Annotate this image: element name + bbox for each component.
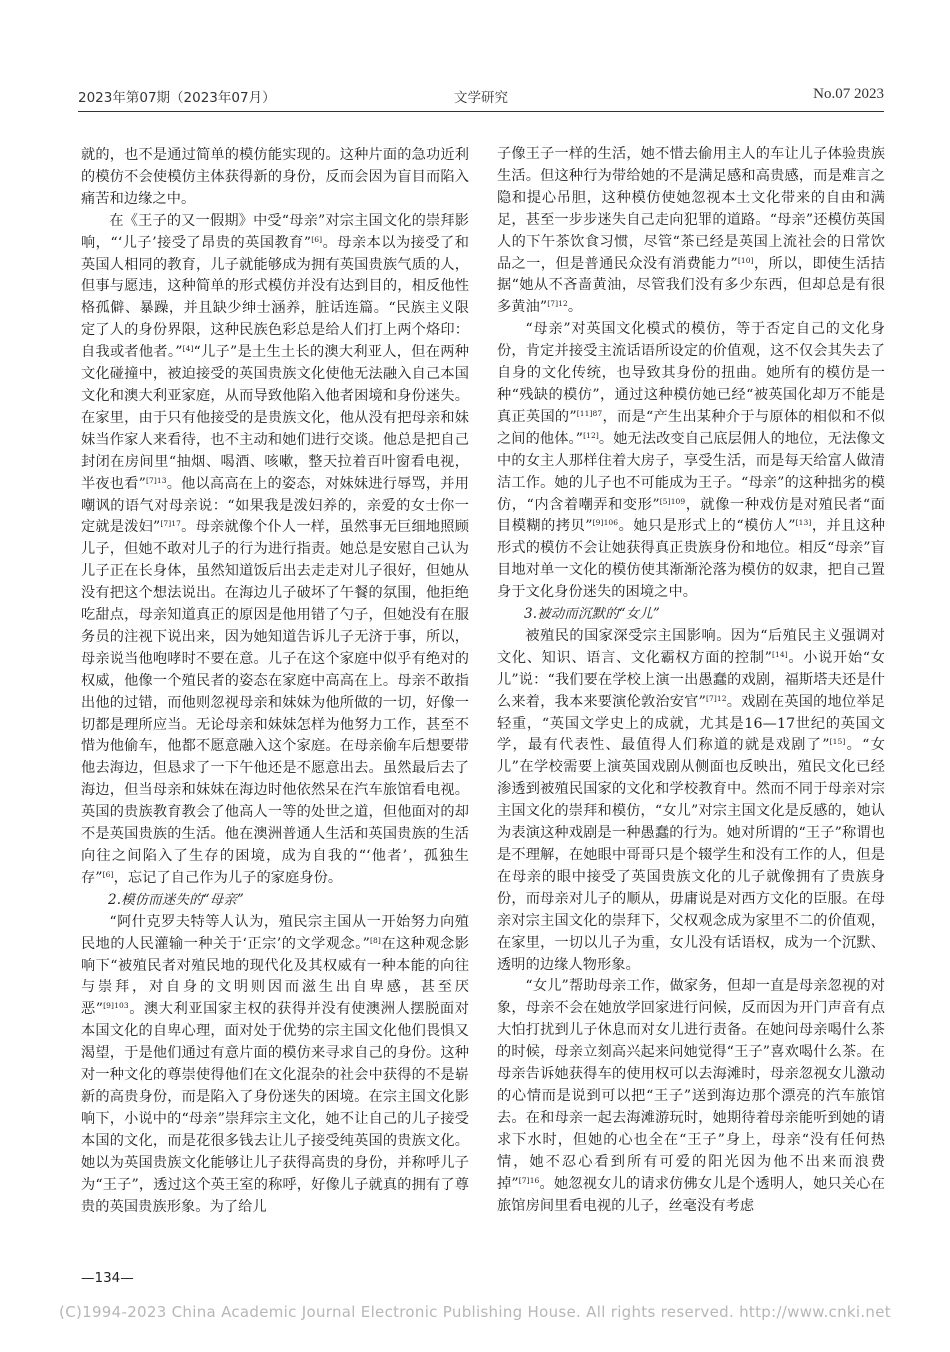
header-issue: 2023年第07期（2023年07月） bbox=[78, 90, 276, 106]
body-paragraph: 在《王子的又一假期》中受“母亲”对宗主国文化的崇拜影响，“‘儿子’接受了昂贵的英国教育”[6]。母亲本以为接受了和英国人相同的教育，儿子就能够成为拥有英国贵族气质的人，但事与愿违，这种简单的形式模仿并没有达到目的，相反他性格孤僻、暴躁，并且缺少绅士涵养，脏话连篇。“民族主义限定了人的身份界限，这种民族色彩总是给人们打上两个烙印：自我或者他者。”[4]“儿子”是土生土长的澳大利亚人，但在两种文化碰撞中，被迫接受的英国贵族文化使他无法融入自己本国文化和澳大利亚家庭，从而导致他陷入他者困境和身份迷失。在家里，由于只有他接受的是贵族文化，他从没有把母亲和妹妹当作家人来看待，也不主动和她们进行交谈。他总是把自己封闭在房间里“抽烟、喝酒、咳嗽，整天拉着百叶窗看电视，半夜也看”$^{[7]13}$。他以高高在上的姿态，对妹妹进行辱骂，并用嘲讽的语气对母亲说：“如果我是泼妇养的，亲爱的女士你一定就是泼妇”$^{[7]17}$。母亲就像个仆人一样，虽然事无巨细地照顾儿子，但她不敢对儿子的行为进行指责。她总是安慰自己认为儿子正在长身体，虽然知道饭后出去走走对儿子很好，但她从没有把这个想法说出。在海边儿子破坏了午餐的氛围，他拒绝吃甜点，母亲知道真正的原因是他用错了勺子，但她没有在服务员的注视下说出来，因为她知道告诉儿子无济于事，所以，母亲说当他咆哮时不要在意。儿子在这个家庭中似乎有绝对的权威，他像一个殖民者的姿态在家庭中高高在上。母亲不敢指出他的过错，而他则忽视母亲和妹妹为他所做的一切，好像一切都是理所应当。无论母亲和妹妹怎样为他努力工作，甚至不惜为他偷车，他都不愿意融入这个家庭。在母亲偷车后想要带他去海边，但恳求了一下午他还是不愿意出去。虽然最后去了海边，但当母亲和妹妹在海边时他依然呆在汽车旅馆看电视。英国的贵族教育教会了他高人一等的处世之道，但他面对的却不是英国贵族的生活。他在澳洲普通人生活和英国贵族的生活向往之间陷入了生存的困境，成为自我的“‘他者’，孤独生存”[6]，忘记了自己作为儿子的家庭身份。 bbox=[81, 212, 469, 886]
citation-marker: [14] bbox=[772, 649, 788, 659]
citation-marker: [6] bbox=[311, 234, 323, 244]
citation-marker: [7]17 bbox=[160, 519, 182, 529]
citation-marker: [11]87 bbox=[576, 408, 603, 418]
citation-marker: [7]12 bbox=[547, 299, 568, 309]
citation-marker: [9]103 bbox=[103, 1001, 129, 1011]
running-header bbox=[78, 86, 884, 110]
citation-marker: [4] bbox=[182, 344, 194, 354]
citation-marker: [9]106 bbox=[592, 518, 619, 528]
body-paragraph: “阿什克罗夫特等人认为，殖民宗主国从一开始努力向殖民地的人民灌输一种关于‘正宗’的文学观念。”[8]在这种观念影响下“被殖民者对殖民地的现代化及其权威有一种本能的向往与崇拜，对自身的文明则因而滋生出自卑感，甚至厌恶”$^{[9]103}$。澳大利亚国家主权的获得并没有使澳洲人摆脱面对本国文化的自卑心理，面对处于优势的宗主国文化他们畏惧又渴望，于是他们通过有意片面的模仿来寻求自己的身份。这种对一种文化的尊崇使得他们在文化混杂的社会中获得的不是崭新的高贵身份，而是陷入了身份迷失的困境。在宗主国文化影响下，小说中的“母亲”崇拜宗主文化，她不让自己的儿子接受本国的文化，而是花很多钱去让儿子接受纯英国的贵族文化。她以为英国贵族文化能够让儿子获得高贵的身份，并称呼儿子为“王子”，透过这个英王室的称呼，好像儿子就真的拥有了尊贵的英国贵族形象。为了给儿 bbox=[81, 913, 469, 1215]
section-heading: 3.被动而沉默的“女儿” bbox=[524, 606, 660, 623]
citation-marker: [12] bbox=[583, 430, 599, 440]
body-paragraph: 被殖民的国家深受宗主国影响。因为“后殖民主义强调对文化、知识、语言、文化霸权方面的控制”[14]。小说开始“女儿”说：“我们要在学校上演一出愚蠢的戏剧，福斯塔夫还是什么来着，我本来要演伦敦治安官”$^{[7]12}$。戏剧在英国的地位举足轻重，“英国文学史上的成就，尤其是16—17世纪的英国文学，最有代表性、最值得人们称道的就是戏剧了”[15]。“女儿”在学校需要上演英国戏剧从侧面也反映出，殖民文化已经渗透到被殖民国家的文化和学校教育中。然而不同于母亲对宗主国文化的崇拜和模仿，“女儿”对宗主国文化是反感的，她认为表演这种戏剧是一种愚蠢的行为。她对所谓的“王子”称谓也是不理解，在她眼中哥哥只是个辍学生和没有工作的人，但是在母亲的眼中接受了英国贵族文化的儿子就像拥有了贵族身份，而母亲对儿子的顺从，毋庸说是对西方文化的臣服。在母亲对宗主国文化的崇拜下，父权观念成为家里不二的价值观，在家里，一切以儿子为重，女儿没有话语权，成为一个沉默、透明的边缘人物形象。 bbox=[497, 627, 885, 973]
header-rule bbox=[78, 111, 884, 112]
copyright-watermark: (C)1994-2023 China Academic Journal Electronic Publishing House. All rights reserved. http://www.cnki.net bbox=[59, 1303, 891, 1321]
section-heading: 2.模仿而迷失的“母亲” bbox=[108, 891, 244, 908]
header-journal-section: 文学研究 bbox=[454, 90, 508, 106]
citation-marker: [5]109 bbox=[659, 496, 686, 506]
left-column bbox=[81, 145, 469, 1260]
body-paragraph: 就的，也不是通过简单的模仿能实现的。这种片面的急功近利的模仿不会使模仿主体获得新的身份，反而会因为盲目而陷入痛苦和边缘之中。 bbox=[81, 147, 469, 207]
body-paragraph: “母亲”对英国文化模式的模仿，等于否定自己的文化身份，肯定并接受主流话语所设定的价值观，这不仅会其失去了自身的文化传统，也导致其身份的扭曲。她所有的模仿是一种“残缺的模仿”，通过这种模仿她已经“被英国化却万不能是真正英国的”$^{[11]87}$，而是“产生出某种介于与原体的相似和不似之间的他体。”[12]。她无法改变自己底层佣人的地位，无法像文中的女主人那样住着大房子，享受生活，而是每天给富人做清洁工作。她的儿子也不可能成为王子。“母亲”的这种拙劣的模仿，“内含着嘲弄和变形”$^{[5]109}$，就像一种戏仿是对殖民者“面目模糊的拷贝”$^{[9]106}$。她只是形式上的“模仿人”[13]，并且这种形式的模仿不会让她获得真正贵族身份和地位。相反“母亲”盲目地对单一文化的模仿使其渐渐沦落为模仿的奴隶，把自己置身于文化身份迷失的困境之中。 bbox=[497, 321, 885, 601]
body-paragraph: “女儿”帮助母亲工作，做家务，但却一直是母亲忽视的对象，母亲不会在她放学回家进行问候，反而因为开门声音有点大怕打扰到儿子休息而对女儿进行责备。在她问母亲喝什么茶的时候，母亲立刻高兴起来问她觉得“王子”喜欢喝什么茶。在母亲告诉她获得车的使用权可以去海滩时，母亲忽视女儿激动的心情而是说到可以把“王子”送到海边那个漂亮的汽车旅馆去。在和母亲一起去海滩游玩时，她期待着母亲能听到她的请求下水时，但她的心也全在“王子”身上，母亲“没有任何热情，她不忍心看到所有可爱的阳光因为他不出来而浪费掉”$^{[7]16}$。她忽视女儿的请求仿佛女儿是个透明人，她只关心在旅馆房间里看电视的儿子，丝毫没有考虑 bbox=[497, 978, 885, 1214]
right-column bbox=[497, 145, 885, 1260]
citation-marker: [13] bbox=[795, 518, 812, 528]
header-issue-number: No.07 2023 bbox=[813, 86, 884, 102]
body-paragraph: 子像王子一样的生活，她不惜去偷用主人的车让儿子体验贵族生活。但这种行为带给她的不是满足感和高贵感，而是难言之隐和提心吊胆，这种模仿使她忽视本土文化带来的自由和满足，甚至一步步迷失自己走向犯罪的道路。“母亲”还模仿英国人的下午茶饮食习惯，尽管“茶已经是英国上流社会的日常饮品之一，但是普通民众没有消费能力”[10]，所以，即使生活拮据“她从不吝啬黄油，尽管我们没有多少东西，但却总是有很多黄油”$^{[7]12}$。 bbox=[497, 146, 885, 316]
citation-marker: [10] bbox=[737, 255, 754, 265]
citation-marker: [8] bbox=[370, 935, 381, 945]
page-number: —134— bbox=[81, 1270, 134, 1286]
citation-marker: [6] bbox=[102, 869, 114, 879]
citation-marker: [15] bbox=[829, 737, 846, 747]
citation-marker: [7]16 bbox=[518, 1175, 540, 1185]
citation-marker: [7]13 bbox=[145, 475, 167, 485]
citation-marker: [7]12 bbox=[705, 693, 727, 703]
